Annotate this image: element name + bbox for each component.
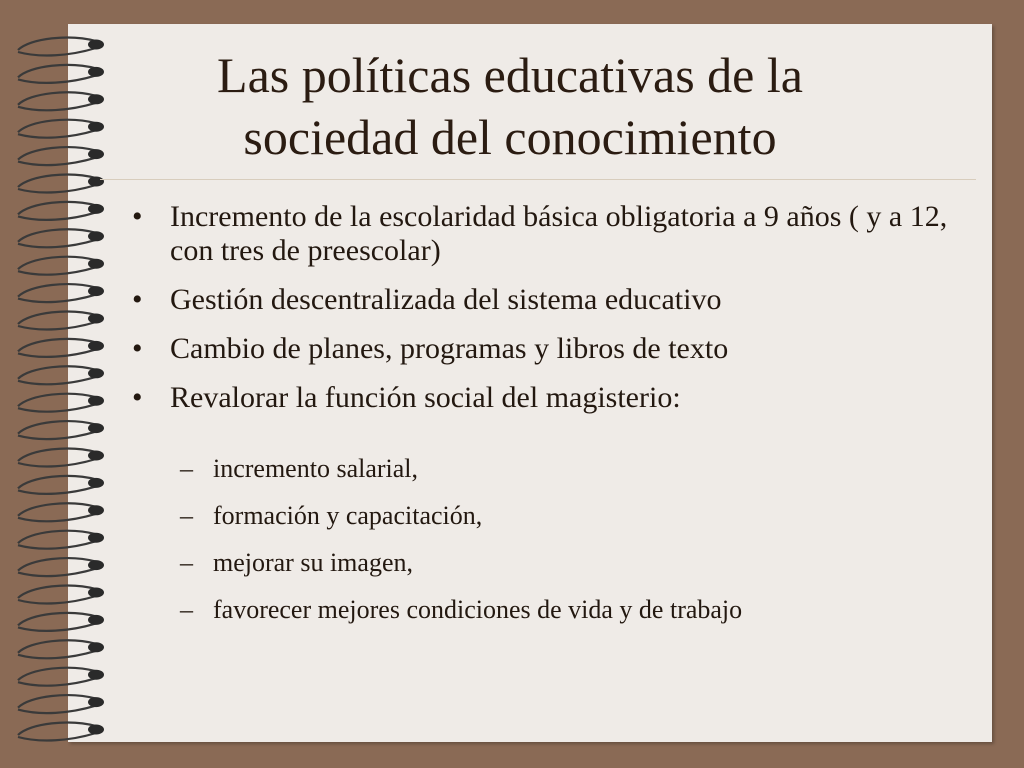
spiral-ring-end xyxy=(88,314,104,324)
spiral-ring-end xyxy=(88,533,104,543)
spiral-ring xyxy=(18,531,96,549)
sub-bullet-list xyxy=(180,454,940,642)
sub-item xyxy=(180,595,940,625)
spiral-ring-end xyxy=(88,204,104,214)
spiral-ring xyxy=(18,257,96,275)
sub-text: formación y capacitación, xyxy=(213,501,483,530)
spiral-ring xyxy=(18,92,96,110)
spiral-ring-end xyxy=(88,670,104,680)
spiral-ring xyxy=(18,38,96,56)
spiral-ring xyxy=(18,695,96,713)
spiral-ring xyxy=(18,394,96,412)
spiral-ring xyxy=(18,668,96,686)
sub-mark: – xyxy=(180,548,193,577)
spiral-ring-end xyxy=(88,615,104,625)
bullet-list xyxy=(132,200,962,430)
spiral-ring xyxy=(18,449,96,467)
spiral-ring-end xyxy=(88,588,104,598)
sub-text: mejorar su imagen, xyxy=(213,548,413,577)
spiral-ring xyxy=(18,339,96,357)
spiral-ring xyxy=(18,421,96,439)
bullet-mark: • xyxy=(132,332,143,365)
bullet-mark: • xyxy=(132,200,143,233)
sub-text: favorecer mejores condiciones de vida y de trabajo xyxy=(213,595,743,624)
bullet-text: Revalorar la función social del magisterio: xyxy=(170,381,681,414)
spiral-ring xyxy=(18,312,96,330)
bullet-item xyxy=(132,200,962,268)
spiral-ring xyxy=(18,284,96,302)
sub-mark: – xyxy=(180,501,193,530)
sub-item xyxy=(180,548,940,578)
bullet-item xyxy=(132,332,962,366)
bullet-text: Gestión descentralizada del sistema educativo xyxy=(170,283,722,316)
spiral-ring-end xyxy=(88,451,104,461)
spiral-ring xyxy=(18,202,96,220)
bullet-item xyxy=(132,283,962,317)
title-divider xyxy=(100,179,976,180)
spiral-ring-end xyxy=(88,286,104,296)
spiral-ring-end xyxy=(88,642,104,652)
spiral-ring-end xyxy=(88,259,104,269)
spiral-ring xyxy=(18,613,96,631)
spiral-ring-end xyxy=(88,231,104,241)
spiral-ring xyxy=(18,503,96,521)
spiral-ring xyxy=(18,586,96,604)
spiral-ring xyxy=(18,558,96,576)
spiral-ring-end xyxy=(88,505,104,515)
title-line-1: Las políticas educativas de la xyxy=(217,47,803,103)
spiral-ring-end xyxy=(88,725,104,735)
spiral-ring-end xyxy=(88,341,104,351)
spiral-ring-end xyxy=(88,478,104,488)
spiral-ring-end xyxy=(88,368,104,378)
sub-text: incremento salarial, xyxy=(213,454,419,483)
spiral-ring-end xyxy=(88,396,104,406)
bullet-mark: • xyxy=(132,381,143,414)
spiral-ring xyxy=(18,147,96,165)
sub-item xyxy=(180,501,940,531)
spiral-ring-end xyxy=(88,560,104,570)
spiral-ring-end xyxy=(88,697,104,707)
sub-item xyxy=(180,454,940,484)
spiral-ring xyxy=(18,723,96,741)
sub-mark: – xyxy=(180,595,193,624)
spiral-ring-end xyxy=(88,177,104,187)
sub-mark: – xyxy=(180,454,193,483)
spiral-ring xyxy=(18,65,96,83)
spiral-ring xyxy=(18,476,96,494)
bullet-text: Cambio de planes, programas y libros de texto xyxy=(170,332,729,365)
spiral-ring xyxy=(18,175,96,193)
spiral-ring xyxy=(18,229,96,247)
spiral-ring-end xyxy=(88,423,104,433)
bullet-item xyxy=(132,381,962,415)
spiral-ring xyxy=(18,366,96,384)
bullet-text: Incremento de la escolaridad básica obligatoria a 9 años ( y a 12, con tres de preescolar) xyxy=(170,200,948,267)
slide-title xyxy=(100,44,920,168)
bullet-mark: • xyxy=(132,283,143,316)
title-line-2: sociedad del conocimiento xyxy=(243,109,777,165)
spiral-ring xyxy=(18,120,96,138)
spiral-ring xyxy=(18,640,96,658)
